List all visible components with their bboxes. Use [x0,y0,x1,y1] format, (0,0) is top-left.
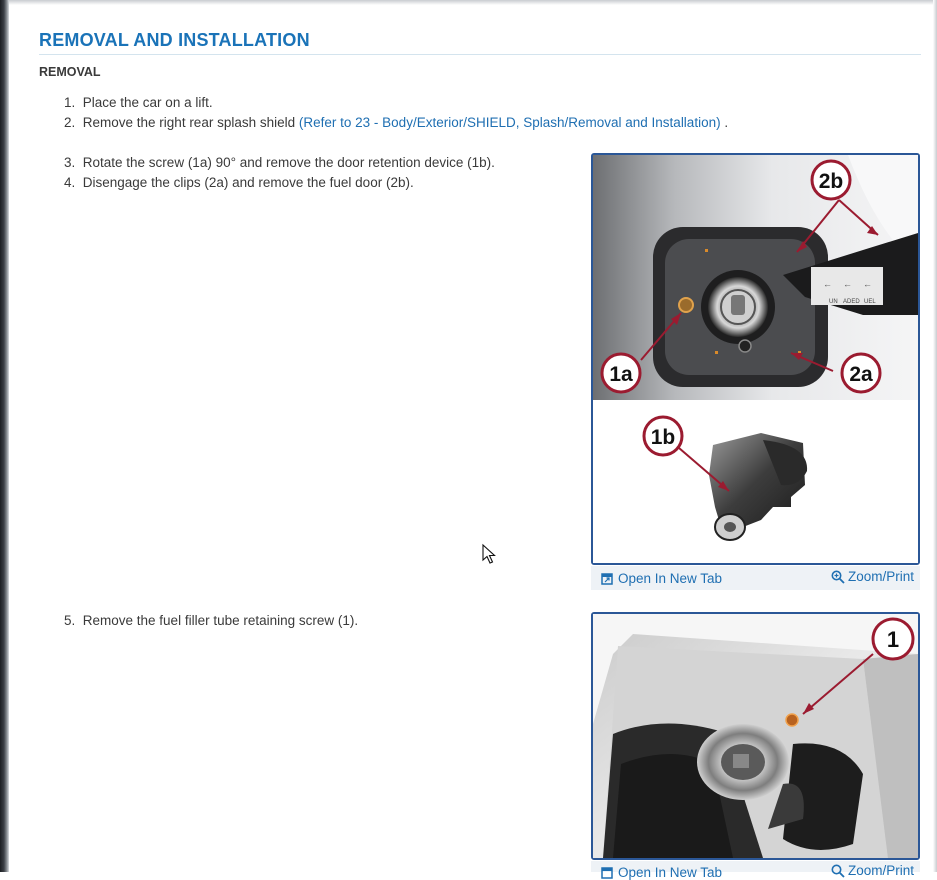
step-number: 3. [64,155,76,170]
open-in-new-tab-label: Open In New Tab [618,865,723,880]
step-5 [64,613,358,628]
svg-text:←: ← [823,279,832,289]
callout-1a [602,354,640,392]
callout-1b [644,417,682,455]
step-text: Remove the right rear splash shield [82,115,296,130]
step-text: Disengage the clips (2a) and remove the fuel door (2b). [82,175,414,190]
screw-1a [679,298,693,312]
callout-2b [812,161,850,199]
figure-filler-tube[interactable] [591,612,920,860]
zoom-print-button[interactable] [831,863,914,878]
mouse-pointer-icon [482,544,496,564]
filler-tube-illustration [593,614,918,858]
svg-text:1b: 1b [650,426,676,449]
figure-1-toolbar [591,566,920,590]
step-3 [64,155,495,170]
step-2 [64,115,728,130]
step-number: 2. [64,115,76,130]
svg-text:←: ← [863,279,872,289]
open-in-new-tab-icon [601,573,613,585]
zoom-print-button[interactable] [831,569,914,584]
step-number: 1. [64,95,76,110]
figure-2-toolbar [591,861,920,880]
window-top-edge [9,0,937,5]
retaining-screw-1 [786,714,798,726]
step-suffix: . [720,115,729,130]
step-4 [64,175,414,190]
window-left-edge [0,0,9,872]
step-number: 5. [64,613,76,628]
step-text: Place the car on a lift. [82,95,213,110]
figure-fuel-door[interactable] [591,153,920,565]
callout-1 [873,619,913,659]
scrollbar-track[interactable] [933,0,937,872]
zoom-print-label: Zoom/Print [847,863,914,878]
step-text: Remove the fuel filler tube retaining screw (1). [82,613,359,628]
zoom-print-label: Zoom/Print [847,569,914,584]
decal-text-aded: ADED [843,299,860,305]
zoom-magnifier-icon [831,864,845,878]
svg-text:1: 1 [886,627,900,652]
step-text: Rotate the screw (1a) 90° and remove the door retention device (1b). [82,155,495,170]
open-in-new-tab-icon [601,867,613,879]
section-heading-removal: REMOVAL [39,65,101,79]
svg-text:1a: 1a [609,363,633,386]
step-1 [64,95,213,110]
fuel-door-illustration [593,155,918,563]
svg-text:←: ← [843,279,852,289]
open-in-new-tab-button[interactable] [601,571,722,586]
svg-text:2b: 2b [818,170,844,193]
open-in-new-tab-button[interactable] [601,865,722,880]
decal-text-un: UN [829,299,838,305]
callout-2a [842,354,880,392]
splash-shield-reference-link[interactable]: (Refer to 23 - Body/Exterior/SHIELD, Splash/Removal and Installation) [298,115,721,130]
open-in-new-tab-label: Open In New Tab [618,571,723,586]
step-number: 4. [64,175,76,190]
svg-text:2a: 2a [849,363,873,386]
zoom-magnifier-icon [831,570,845,584]
decal-text-uel: UEL [864,299,876,305]
page-title: REMOVAL AND INSTALLATION [39,30,921,55]
